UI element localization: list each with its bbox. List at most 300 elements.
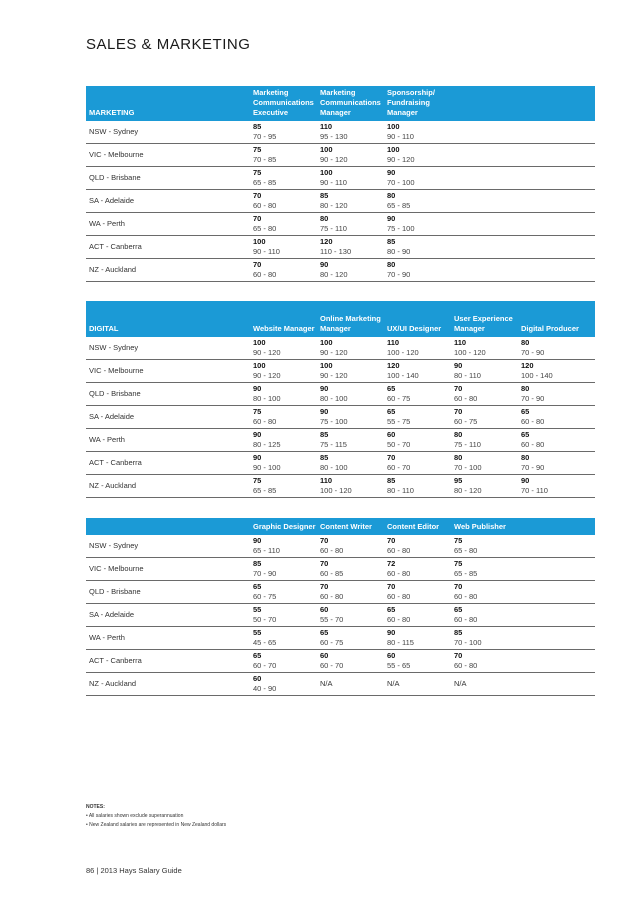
salary-typical: 75 [253,407,262,416]
salary-typical: 110 [454,338,467,347]
salary-cell [251,452,318,475]
salary-typical: 60 [387,651,396,660]
salary-range: 60 - 75 [320,638,344,647]
salary-range: 60 - 70 [253,661,277,670]
salary-range: 65 - 80 [454,546,478,555]
salary-cell [385,236,452,259]
table-row [86,627,595,650]
salary-cell [452,475,519,498]
location-cell: SA - Adelaide [86,406,251,429]
digital-salary-table [86,301,595,498]
salary-cell [385,475,452,498]
salary-range: 60 - 80 [320,592,344,601]
salary-cell [251,167,318,190]
salary-cell [385,535,452,558]
salary-range: 90 - 120 [320,371,348,380]
salary-cell [251,673,318,696]
salary-cell [385,581,452,604]
salary-range: 65 - 85 [387,201,411,210]
salary-na: N/A [454,679,467,688]
salary-typical: 80 [320,214,329,223]
salary-typical: 100 [253,338,266,347]
salary-cell [251,581,318,604]
salary-range: 90 - 120 [320,348,348,357]
salary-range: 65 - 110 [253,546,280,555]
salary-cell [318,360,385,383]
salary-cell [452,259,519,282]
salary-range: 60 - 75 [454,417,478,426]
column-header: Web Publisher [452,518,519,535]
salary-range: 70 - 85 [253,155,277,164]
location-cell: QLD - Brisbane [86,383,251,406]
salary-cell [385,650,452,673]
location-cell: VIC - Melbourne [86,558,251,581]
salary-cell [385,452,452,475]
salary-cell [251,360,318,383]
salary-typical: 60 [320,605,329,614]
salary-typical: 100 [320,145,333,154]
section-label: DIGITAL [86,301,251,337]
salary-cell [519,213,595,236]
salary-typical: 85 [387,476,396,485]
salary-typical: 110 [320,476,333,485]
salary-cell [452,337,519,360]
table-row [86,121,595,144]
salary-typical: 65 [521,407,530,416]
salary-range: 70 - 90 [521,348,545,357]
salary-cell [452,360,519,383]
salary-typical: 70 [253,191,262,200]
salary-range: 60 - 80 [454,615,478,624]
salary-range: 80 - 100 [320,463,348,472]
column-header [452,86,519,121]
salary-range: 100 - 120 [320,486,352,495]
salary-range: 60 - 70 [387,463,411,472]
salary-typical: 65 [253,651,262,660]
location-cell: QLD - Brisbane [86,167,251,190]
salary-cell [385,337,452,360]
salary-range: 60 - 80 [387,569,411,578]
salary-cell [519,259,595,282]
salary-cell [318,406,385,429]
salary-range: 60 - 80 [387,615,411,624]
creative-salary-table [86,518,595,696]
salary-na: N/A [320,679,333,688]
salary-range: 90 - 120 [387,155,415,164]
salary-typical: 90 [320,407,329,416]
header-row [86,518,595,535]
salary-cell [452,673,519,696]
salary-range: 90 - 120 [320,155,348,164]
salary-range: 70 - 90 [253,569,277,578]
salary-cell [318,383,385,406]
salary-cell [251,144,318,167]
column-header [519,86,595,121]
salary-cell [318,650,385,673]
salary-cell [452,121,519,144]
salary-range: 75 - 100 [387,224,415,233]
table-row [86,190,595,213]
salary-cell [251,627,318,650]
salary-typical: 65 [387,384,396,393]
salary-typical: 100 [320,168,333,177]
salary-range: 75 - 110 [320,224,347,233]
salary-cell [385,259,452,282]
column-header: Marketing Communications Manager [318,86,385,121]
salary-cell [385,673,452,696]
salary-cell [318,673,385,696]
salary-cell [452,236,519,259]
salary-typical: 75 [253,168,262,177]
table-row [86,337,595,360]
salary-cell [318,604,385,627]
salary-cell [318,535,385,558]
table-body [86,337,595,498]
salary-typical: 90 [320,384,329,393]
salary-typical: 120 [387,361,400,370]
salary-typical: 60 [253,674,262,683]
salary-range: 75 - 115 [320,440,347,449]
salary-cell [251,604,318,627]
salary-typical: 100 [320,361,333,370]
salary-cell [385,429,452,452]
salary-typical: 65 [387,407,396,416]
salary-typical: 70 [320,536,329,545]
location-cell: VIC - Melbourne [86,144,251,167]
location-cell: QLD - Brisbane [86,581,251,604]
table-row [86,604,595,627]
salary-typical: 80 [521,453,530,462]
salary-range: 60 - 80 [521,417,545,426]
table-body [86,121,595,282]
salary-range: 80 - 90 [387,247,411,256]
salary-range: 60 - 85 [320,569,344,578]
salary-typical: 85 [320,453,329,462]
salary-cell [251,213,318,236]
salary-typical: 110 [387,338,400,347]
salary-cell [385,121,452,144]
marketing-salary-table [86,86,595,282]
salary-cell [519,236,595,259]
salary-typical: 90 [387,214,396,223]
salary-range: 40 - 90 [253,684,277,693]
salary-range: 60 - 80 [253,201,277,210]
salary-range: 65 - 85 [454,569,478,578]
column-header: Content Writer [318,518,385,535]
salary-cell [452,429,519,452]
salary-cell [385,383,452,406]
location-cell: NSW - Sydney [86,535,251,558]
salary-range: 80 - 125 [253,440,281,449]
salary-cell [519,360,595,383]
salary-typical: 100 [320,338,333,347]
salary-range: 80 - 120 [454,486,482,495]
salary-typical: 90 [387,168,396,177]
salary-typical: 70 [454,407,463,416]
salary-typical: 75 [454,559,463,568]
salary-typical: 80 [454,453,463,462]
salary-typical: 90 [253,453,262,462]
salary-cell [385,406,452,429]
salary-range: 75 - 100 [320,417,348,426]
salary-range: 50 - 70 [387,440,411,449]
salary-range: 45 - 65 [253,638,277,647]
salary-typical: 120 [320,237,333,246]
salary-range: 80 - 100 [253,394,281,403]
table-row [86,673,595,696]
salary-cell [519,558,595,581]
salary-cell [385,360,452,383]
salary-cell [519,627,595,650]
salary-range: 60 - 80 [521,440,545,449]
location-cell: ACT - Canberra [86,452,251,475]
salary-typical: 70 [387,536,396,545]
notes [86,803,226,830]
salary-typical: 85 [387,237,396,246]
salary-range: 70 - 110 [521,486,548,495]
salary-cell [519,190,595,213]
column-header: UX/UI Designer [385,301,452,337]
salary-range: 75 - 110 [454,440,481,449]
salary-typical: 72 [387,559,396,568]
salary-range: 60 - 80 [253,417,277,426]
column-header: Content Editor [385,518,452,535]
section-label: MARKETING [86,86,251,121]
salary-cell [519,167,595,190]
salary-cell [519,452,595,475]
salary-cell [385,213,452,236]
salary-cell [519,121,595,144]
salary-range: 95 - 130 [320,132,348,141]
salary-range: 80 - 120 [320,270,348,279]
salary-range: 60 - 80 [454,661,478,670]
salary-cell [452,581,519,604]
salary-typical: 65 [521,430,530,439]
salary-cell [251,558,318,581]
salary-range: 80 - 120 [320,201,348,210]
salary-cell [318,475,385,498]
salary-typical: 85 [320,191,329,200]
note-item: • All salaries shown exclude superannuation [86,813,184,819]
salary-typical: 80 [387,191,396,200]
location-cell: SA - Adelaide [86,190,251,213]
salary-cell [519,429,595,452]
salary-cell [318,581,385,604]
notes-title: NOTES: [86,804,105,810]
salary-typical: 70 [454,651,463,660]
salary-typical: 95 [454,476,463,485]
salary-cell [251,650,318,673]
salary-typical: 65 [454,605,463,614]
salary-typical: 70 [454,384,463,393]
salary-range: 80 - 110 [454,371,481,380]
salary-range: 70 - 90 [387,270,411,279]
salary-cell [251,383,318,406]
section-label [86,518,251,535]
table-row [86,535,595,558]
salary-typical: 100 [387,122,400,131]
salary-range: 70 - 100 [454,638,482,647]
salary-range: 60 - 80 [320,546,344,555]
salary-cell [385,627,452,650]
table-row [86,167,595,190]
page-title: SALES & MARKETING [86,36,251,53]
salary-cell [452,383,519,406]
salary-range: 50 - 70 [253,615,277,624]
salary-cell [318,167,385,190]
salary-cell [251,121,318,144]
salary-cell [452,535,519,558]
salary-typical: 70 [454,582,463,591]
salary-typical: 120 [521,361,534,370]
salary-range: 65 - 85 [253,178,277,187]
location-cell: WA - Perth [86,627,251,650]
salary-cell [251,535,318,558]
table-row [86,475,595,498]
salary-cell [318,259,385,282]
salary-typical: 90 [253,384,262,393]
salary-cell [385,144,452,167]
salary-cell [251,190,318,213]
salary-na: N/A [387,679,400,688]
salary-typical: 100 [253,361,266,370]
salary-cell [385,558,452,581]
salary-typical: 90 [387,628,396,637]
salary-cell [452,167,519,190]
salary-cell [452,213,519,236]
column-header: Online Marketing Manager [318,301,385,337]
salary-cell [519,337,595,360]
column-header: User Experience Manager [452,301,519,337]
column-header: Sponsorship/ Fundraising Manager [385,86,452,121]
salary-typical: 85 [253,122,262,131]
column-header: Website Manager [251,301,318,337]
salary-range: 70 - 100 [387,178,415,187]
location-cell: NSW - Sydney [86,121,251,144]
salary-typical: 90 [454,361,463,370]
location-cell: WA - Perth [86,213,251,236]
location-cell: WA - Perth [86,429,251,452]
salary-cell [251,406,318,429]
salary-range: 90 - 100 [253,463,281,472]
salary-typical: 55 [253,628,262,637]
salary-typical: 75 [253,145,262,154]
salary-cell [318,190,385,213]
salary-cell [452,558,519,581]
salary-typical: 80 [454,430,463,439]
salary-typical: 75 [454,536,463,545]
salary-typical: 70 [320,582,329,591]
salary-typical: 65 [320,628,329,637]
salary-typical: 80 [521,338,530,347]
salary-range: 60 - 80 [454,592,478,601]
salary-cell [251,475,318,498]
location-cell: ACT - Canberra [86,236,251,259]
salary-cell [519,535,595,558]
location-cell: NSW - Sydney [86,337,251,360]
table-row [86,236,595,259]
salary-range: 60 - 80 [387,546,411,555]
salary-cell [452,406,519,429]
salary-cell [385,167,452,190]
salary-range: 65 - 85 [253,486,277,495]
salary-cell [318,558,385,581]
salary-range: 90 - 110 [387,132,414,141]
salary-typical: 110 [320,122,333,131]
salary-typical: 75 [253,476,262,485]
header-row [86,301,595,337]
salary-cell [251,429,318,452]
column-header: Marketing Communications Executive [251,86,318,121]
salary-typical: 90 [253,536,262,545]
salary-cell [318,337,385,360]
salary-cell [452,190,519,213]
salary-cell [318,121,385,144]
salary-typical: 65 [387,605,396,614]
salary-typical: 60 [387,430,396,439]
salary-range: 90 - 120 [253,348,281,357]
column-header: Graphic Designer [251,518,318,535]
location-cell: SA - Adelaide [86,604,251,627]
salary-cell [251,236,318,259]
salary-range: 70 - 90 [521,394,545,403]
salary-range: 55 - 75 [387,417,411,426]
salary-range: 110 - 130 [320,247,352,256]
salary-cell [318,236,385,259]
table-row [86,650,595,673]
salary-cell [519,144,595,167]
salary-range: 100 - 140 [521,371,553,380]
salary-range: 60 - 80 [253,270,277,279]
salary-range: 55 - 70 [320,615,344,624]
salary-cell [519,475,595,498]
table-row [86,558,595,581]
salary-range: 100 - 120 [454,348,486,357]
salary-range: 60 - 70 [320,661,344,670]
salary-typical: 85 [320,430,329,439]
salary-range: 90 - 110 [320,178,347,187]
salary-typical: 80 [387,260,396,269]
salary-cell [519,406,595,429]
table-row [86,259,595,282]
salary-cell [519,650,595,673]
salary-typical: 90 [253,430,262,439]
salary-range: 100 - 140 [387,371,419,380]
location-cell: VIC - Melbourne [86,360,251,383]
salary-cell [251,337,318,360]
salary-range: 80 - 110 [387,486,414,495]
table-body [86,535,595,696]
salary-typical: 60 [320,651,329,660]
salary-range: 70 - 100 [454,463,482,472]
salary-cell [318,213,385,236]
note-item: • New Zealand salaries are represented in New Zealand dollars [86,822,227,828]
column-header: Digital Producer [519,301,595,337]
salary-range: 60 - 80 [387,592,411,601]
salary-cell [318,429,385,452]
salary-typical: 80 [521,384,530,393]
salary-typical: 70 [320,559,329,568]
salary-range: 70 - 90 [521,463,545,472]
salary-typical: 70 [387,582,396,591]
salary-typical: 55 [253,605,262,614]
salary-typical: 85 [454,628,463,637]
salary-typical: 85 [253,559,262,568]
table-header [86,518,595,535]
salary-cell [385,190,452,213]
salary-range: 90 - 110 [253,247,280,256]
table-header [86,86,595,121]
